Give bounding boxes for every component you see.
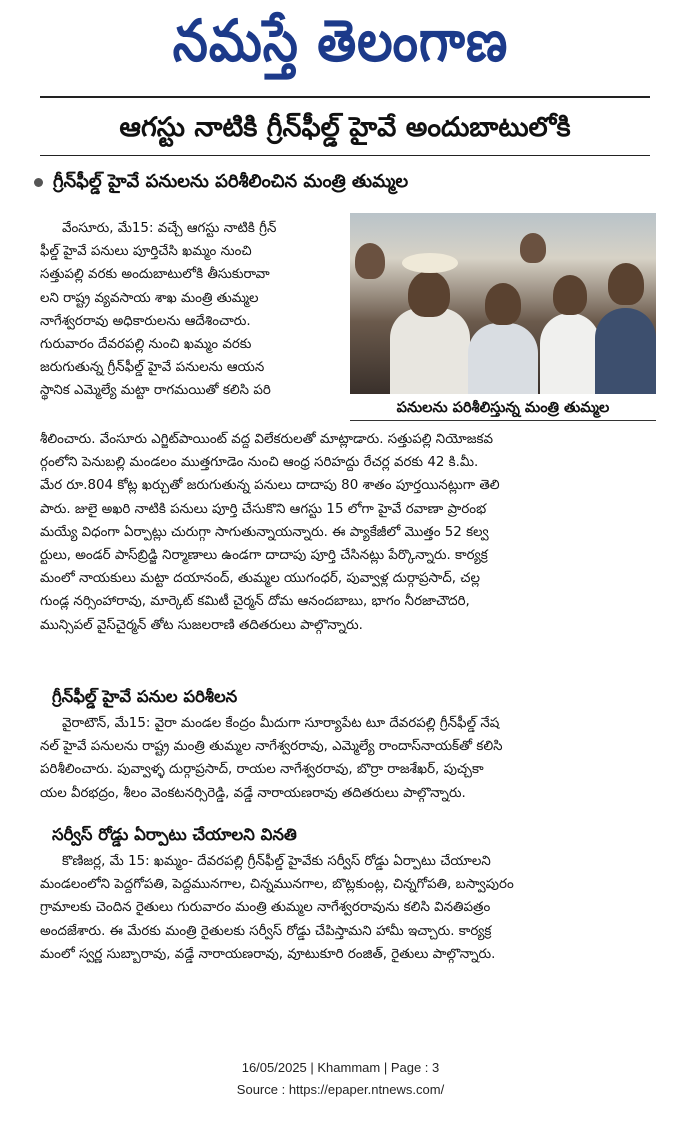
footer-meta: 16/05/2025 | Khammam | Page : 3 bbox=[241, 1060, 440, 1075]
article-line: గుండ్ల నర్సింహారావు, మార్కెట్ కమిటీ చైర్మన్ దోమ ఆనందబాబు, భాగం నీరజాచౌదరి, bbox=[40, 594, 470, 610]
article-line: మండలంలోని పెద్దగోపతి, పెద్దమునగాల, చిన్నమునగాల, బొట్లకుంట్ల, చిన్నగోపతి, బస్వాపురం bbox=[40, 877, 514, 893]
article-line: ర్టులు, అండర్ పాస్‌బ్రిడ్జి నిర్మాణాలు ఉండగా దాదాపు పూర్తి చేసినట్లు పేర్కొన్నారు. కార్యక్ర bbox=[40, 547, 488, 563]
article-line: లని రాష్ట్ర వ్యవసాయ శాఖ మంత్రి తుమ్మల bbox=[40, 290, 259, 306]
article-line: గ్రామాలకు చెందిన రైతులు గురువారం మంత్రి తుమ్మల నాగేశ్వరరావును కలిసి వినతిపత్రం bbox=[40, 900, 491, 916]
article-line: వేంసూరు, మే15: వచ్చే ఆగస్టు నాటికి గ్రీన్ bbox=[62, 221, 277, 236]
article-line: గురువారం దేవరపల్లి నుంచి ఖమ్మం వరకు bbox=[40, 336, 252, 352]
article-line: ర్గంలోని పెనుబల్లి మండలం ముత్తగూడెం నుంచి ఆంధ్ర సరిహద్దు రేచర్ల వరకు 42 కి.మీ. bbox=[40, 455, 479, 471]
article-line: అందజేశారు. ఈ మేరకు మంత్రి రైతులకు సర్వీస్ రోడ్డు చేపిస్తామని హామీ ఇచ్చారు. కార్యక్ర bbox=[40, 923, 492, 939]
article-line: మేర రూ.804 కోట్ల ఖర్చుతో జరుగుతున్న పనులు దాదాపు 80 శాతం పూర్తయినట్లుగా తెలి bbox=[40, 478, 500, 494]
footer-source: Source : https://epaper.ntnews.com/ bbox=[236, 1082, 445, 1097]
article-narrow-column bbox=[40, 217, 346, 403]
article-line: జరుగుతున్న గ్రీన్‌ఫీల్డ్ హైవే పనులను ఆయన bbox=[40, 360, 265, 376]
photo-caption: పనులను పరిశీలిస్తున్న మంత్రి తుమ్మల bbox=[350, 396, 656, 421]
article-line: నాగేశ్వరరావు అధికారులను ఆదేశించారు. bbox=[40, 313, 251, 329]
article-line: శీలించారు. వేంసూరు ఎగ్జిట్‌పాయింట్ వద్ద విలేకరులతో మాట్లాడారు. సత్తుపల్లి నియోజకవ bbox=[40, 432, 494, 447]
subheadline-text: గ్రీన్‌ఫీల్డ్ హైవే పనులను పరిశీలించిన మంత్రి తుమ్మల bbox=[53, 171, 409, 192]
article-line: సత్తుపల్లి వరకు అందుబాటులోకి తీసుకురావా bbox=[40, 267, 270, 283]
article-line: మయ్యే విధంగా ఏర్పాట్లు చురుగ్గా సాగుతున్నాయన్నారు. ఈ ప్యాకేజీలో మొత్తం 52 కల్వ bbox=[40, 524, 489, 540]
bullet-icon bbox=[34, 178, 43, 187]
article-line: పరిశీలించారు. పువ్వాళ్ళ దుర్గాప్రసాద్, రాయల నాగేశ్వరరావు, బొర్రా రాజశేఖర్, పుచ్చకా bbox=[40, 762, 484, 778]
masthead-logo: నమస్తే తెలంగాణ bbox=[172, 6, 509, 75]
article-line: ఫీల్డ్ హైవే పనులు పూర్తిచేసి ఖమ్మం నుంచి bbox=[40, 244, 252, 260]
article-line: వైరాటౌన్, మే15: వైరా మండల కేంద్రం మీదుగా సూర్యాపేట టూ దేవరపల్లి గ్రీన్‌ఫీల్డ్ నేష bbox=[62, 716, 500, 731]
section-inspection-body bbox=[40, 712, 658, 805]
article-wide-column bbox=[40, 428, 658, 637]
subheadline bbox=[34, 167, 654, 197]
article-line: పారు. జులై అఖరి నాటికి పనులు పూర్తి చేసుకొని ఆగస్టు 15 లోగా హైవే రవాణా ప్రారంభ bbox=[40, 501, 487, 517]
article-line: మున్సిపల్ వైస్‌చైర్మన్ తోట సుజలరాణి తదితరులు పాల్గొన్నారు. bbox=[40, 617, 363, 633]
header-divider bbox=[40, 96, 650, 98]
article-line: స్థానిక ఎమ్మెల్యే మట్టా రాగమయితో కలిసి పరి bbox=[40, 383, 271, 399]
article-line: నల్ హైవే పనులను రాష్ట్ర మంత్రి తుమ్మల నాగేశ్వరరావు, ఎమ్మెల్యే రాందాస్‌నాయక్‌తో కలిసి bbox=[40, 739, 503, 755]
article-line: మంలో నాయకులు మట్టా దయానంద్, తుమ్మల యుగంధర్, పువ్వాళ్ల దుర్గాప్రసాద్, చల్ల bbox=[40, 571, 480, 587]
news-photo bbox=[350, 213, 656, 394]
section-service-road-body bbox=[40, 850, 658, 966]
article-line: కొణిజర్ల, మే 15: ఖమ్మం- దేవరపల్లి గ్రీన్‌ఫీల్డ్ హైవేకు సర్వీస్ రోడ్డు ఏర్పాటు చేయాలని bbox=[62, 854, 491, 869]
headline-divider bbox=[40, 155, 650, 156]
section-heading-service-road: సర్వీస్ రోడ్డు ఏర్పాటు చేయాలని వినతి bbox=[52, 825, 297, 844]
article-line: యల వీరభద్రం, శీలం వెంకటనర్సిరెడ్డి, వడ్డే నారాయణరావు తదితరులు పాల్గొన్నారు. bbox=[40, 785, 466, 801]
headline: ఆగస్టు నాటికి గ్రీన్‌ఫీల్డ్ హైవే అందుబాటులోకి bbox=[119, 112, 571, 143]
section-heading-inspection: గ్రీన్‌ఫీల్డ్ హైవే పనుల పరిశీలన bbox=[52, 687, 238, 706]
article-line: మంలో స్వర్ణ సుబ్బారావు, వడ్డే నారాయణరావు, వూటుకూరి రంజిత్, రైతులు పాల్గొన్నారు. bbox=[40, 946, 496, 962]
